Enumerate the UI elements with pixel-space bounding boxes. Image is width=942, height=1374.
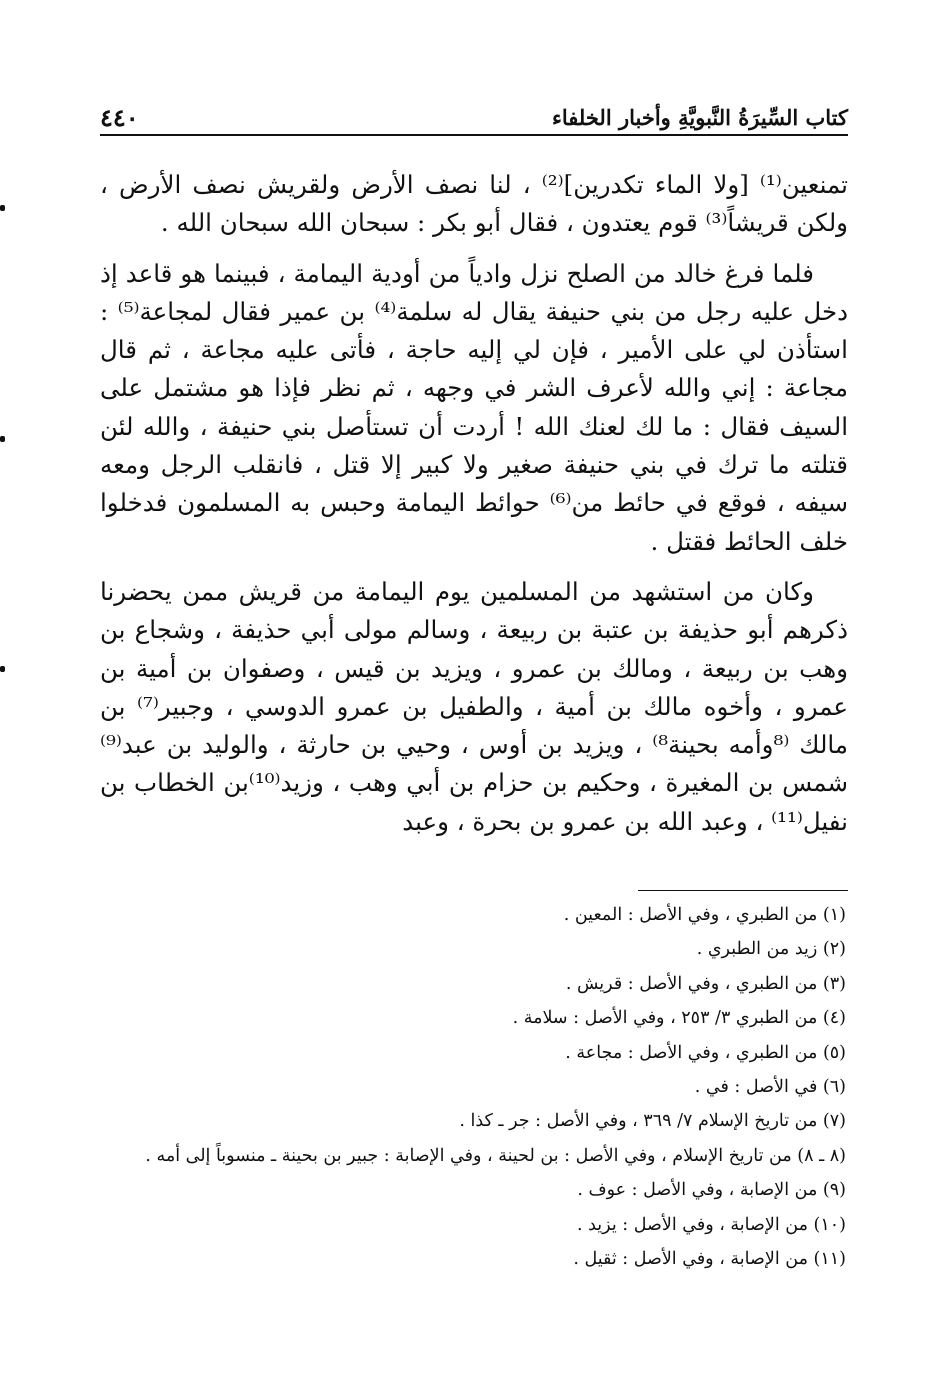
footnote: (٧) من تاريخ الإسلام ٧/ ٣٦٩ ، وفي الأصل : جر ـ كذا . [459,1111,846,1132]
footnote-separator [638,890,848,891]
running-title: كتاب السِّيرَةُ النَّبويَّةِ وأخبار الخلفاء [552,105,848,130]
paragraph: فلما فرغ خالد من الصلح نزل وادياً من أودية اليمامة ، فبينما هو قاعد إذ دخل عليه رجل من بني حنيفة يقال له سلمة⁽⁴⁾ بن عمير فقال لمجاعة⁽⁵⁾ : استأذن لي على الأمير ، فإن لي إليه حاجة ، فأتى عليه مجاعة ، ثم قال مجاعة : إني والله لأعرف الشر في وجهه ، ثم نظر فإذا هو مشتمل على السيف فقال : ما لك لعنك الله ! أردت أن تستأصل بني حنيفة ، والله لئن قتلته ما ترك في بني حنيفة صغير ولا كبير إلا قتل ، فانقلب الرجل ومعه سيفه ، فوقع في حائط من⁽⁶⁾ حوائط اليمامة وحبس به المسلمون فدخلوا خلف الحائط فقتل . [100,258,849,556]
paragraph: تمنعين⁽¹⁾ [ولا الماء تكدرين]⁽²⁾ ، لنا نصف الأرض ولقريش نصف الأرض ، ولكن قريشاً⁽³⁾ قوم يعتدون ، فقال أبو بكر : سبحان الله سبحان الله . [100,170,848,238]
main-text [100,166,848,841]
paragraph: وكان من استشهد من المسلمين يوم اليمامة من قريش ممن يحضرنا ذكرهم أبو حذيفة بن عتبة بن ربيعة ، وسالم مولى أبي حذيفة ، وشجاع بن وهب بن ربيعة ، ومالك بن عمرو ، ويزيد بن قيس ، وصفوان بن أمية بن عمرو ، وأخوه مالك بن أمية ، والطفيل بن عمرو الدوسي ، وجبير⁽⁷⁾ بن مالك ⁽⁸وأمه بحينة⁸⁾ ، ويزيد بن أوس ، وحيي بن حارثة ، والوليد بن عبد⁽⁹⁾ شمس بن المغيرة ، وحكيم بن حزام بن أبي وهب ، وزيد⁽¹⁰⁾بن الخطاب بن نفيل⁽¹¹⁾ ، وعبد الله بن عمرو بن بحرة ، وعبد [100,576,849,836]
footnote: (١١) من الإصابة ، وفي الأصل : ثقيل . [573,1249,846,1270]
footnote: (٣) من الطبري ، وفي الأصل : قريش . [565,973,846,994]
footnote: (١٠) من الإصابة ، وفي الأصل : يزيد . [577,1214,846,1235]
footnote: (٤) من الطبري ٣/ ٢٥٣ ، وفي الأصل : سلامة . [512,1008,846,1029]
footnote: (٥) من الطبري ، وفي الأصل : مجاعة . [565,1042,846,1063]
scan-speck [0,436,5,442]
footnotes [60,898,846,1276]
scan-speck [0,205,5,211]
footnote: (٨ ـ ٨) من تاريخ الإسلام ، وفي الأصل : بن لحينة ، وفي الإصابة : جبير بن بحينة ـ منسوباً إلى أمه . [145,1145,846,1166]
scan-speck [0,666,5,672]
footnote: (٢) زيد من الطبري . [696,939,846,960]
footnote: (١) من الطبري ، وفي الأصل : المعين . [563,905,846,925]
footnote: (٩) من الإصابة ، وفي الأصل : عوف . [577,1180,846,1201]
page-header [100,100,848,136]
footnote: (٦) في الأصل : في . [694,1077,846,1098]
page-number: ٤٤٠ [100,103,139,132]
